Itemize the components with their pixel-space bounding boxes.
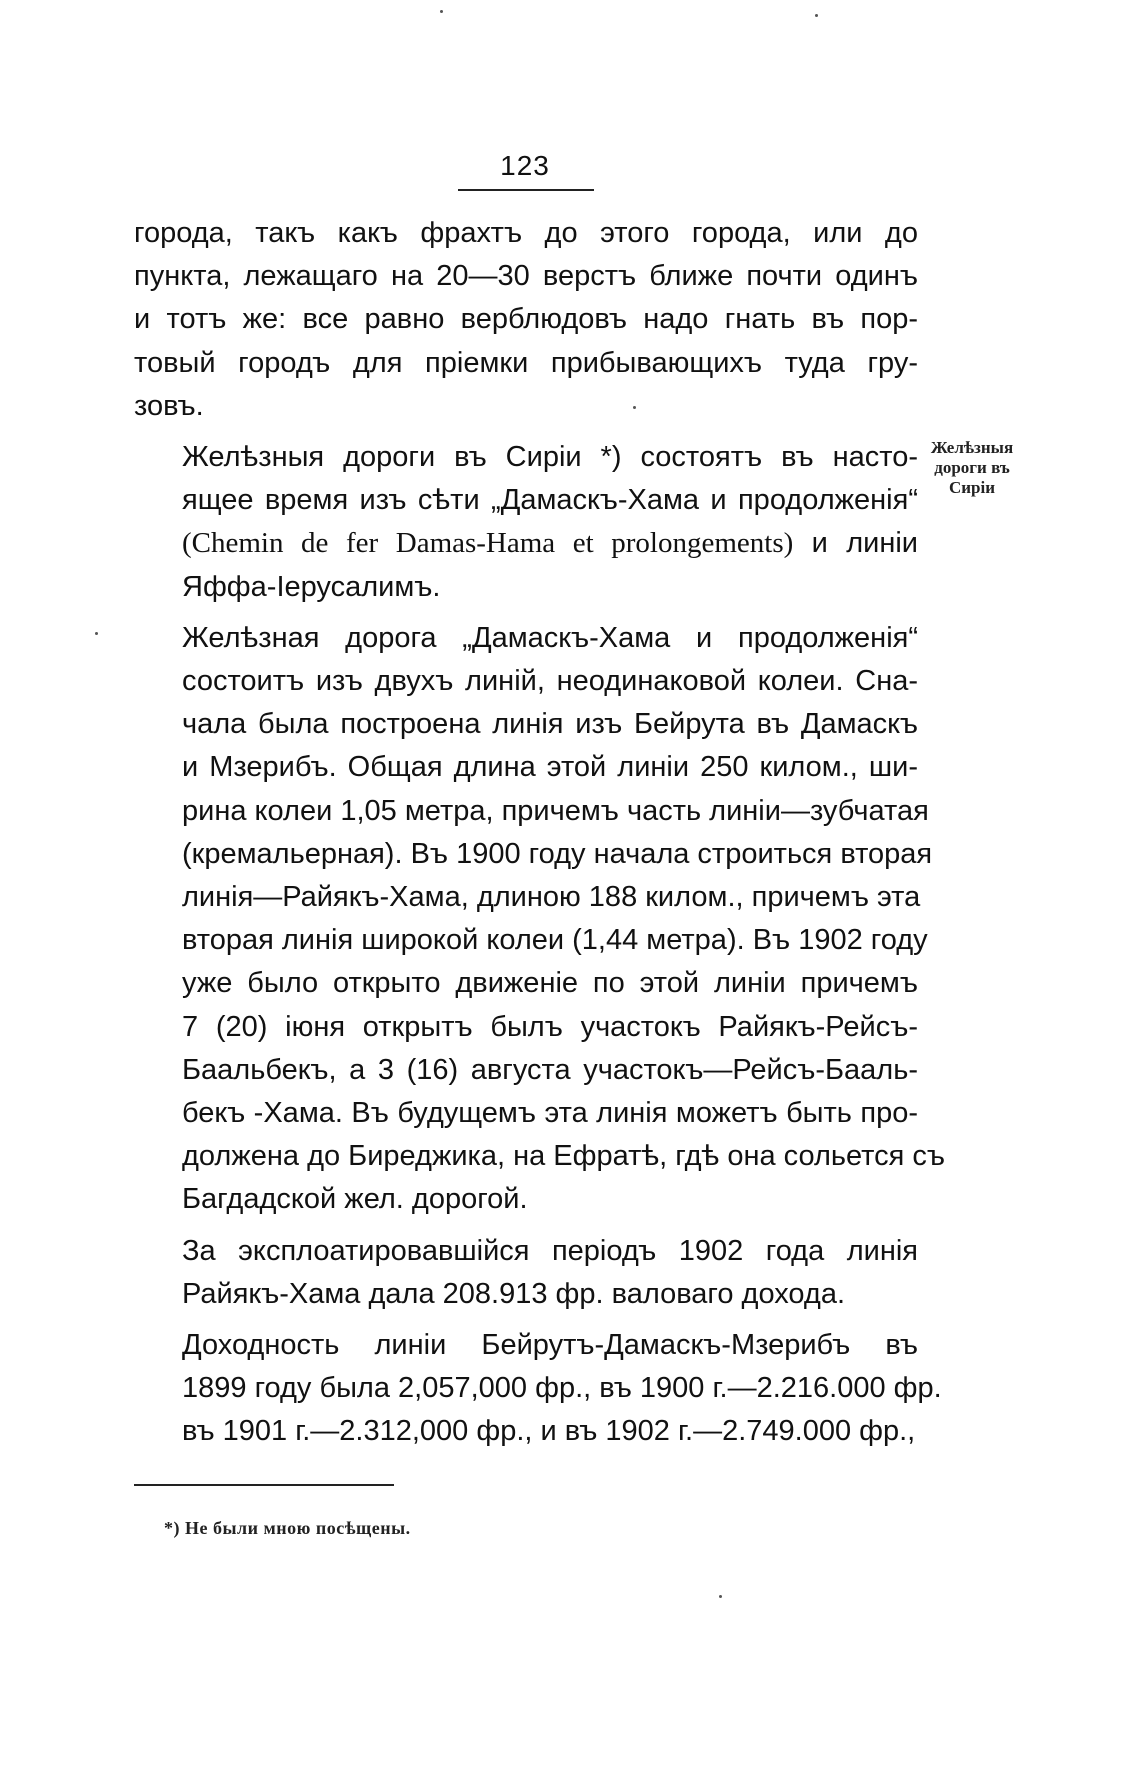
text-line: Багдадской жел. дорогой. bbox=[182, 1183, 528, 1216]
text-line: (Chemin de fer Damas-Hama et prolongements) и линіи bbox=[182, 527, 918, 560]
paragraph bbox=[134, 1230, 918, 1316]
text-line: чала была построена линія изъ Бейрута въ Дамаскъ bbox=[182, 708, 918, 741]
text-line: линія—Райякъ-Хама, длиною 188 килом., причемъ эта bbox=[182, 881, 921, 914]
text-line: Доходность линіи Бейрутъ-Дамаскъ-Мзерибъ въ bbox=[182, 1329, 918, 1362]
paragraph bbox=[134, 1324, 942, 1454]
text-line: 7 (20) іюня открытъ былъ участокъ Райякъ-Рейсъ- bbox=[182, 1010, 918, 1043]
margin-note-line: Желѣзныя bbox=[930, 438, 1014, 457]
text-line: Райякъ-Хама дала 208.913 фр. валоваго дохода. bbox=[182, 1277, 846, 1310]
text-line: Яффа-Іерусалимъ. bbox=[182, 570, 441, 603]
text-line: За эксплоатировавшійся періодъ 1902 года линія bbox=[182, 1234, 918, 1267]
text-line: въ 1901 г.—2.312,000 фр., и въ 1902 г.—2.749.000 фр., bbox=[182, 1415, 916, 1448]
text-line: города, такъ какъ фрахтъ до этого города, или до bbox=[134, 217, 918, 249]
text-line: пункта, лежащаго на 20—30 верстъ ближе почти одинъ bbox=[134, 260, 918, 293]
text-line: и Мзерибъ. Общая длина этой линіи 250 килом., ши- bbox=[182, 751, 918, 784]
text-line: зовъ. bbox=[134, 389, 204, 422]
paragraph bbox=[134, 617, 946, 1222]
paragraph bbox=[134, 212, 918, 428]
text-line: ящее время изъ сѣти „Дамаскъ-Хама и продолженія“ bbox=[182, 484, 918, 517]
text-line: (кремальерная). Въ 1900 году начала строиться вторая bbox=[182, 837, 933, 870]
footnote: *) Не были мною посѣщены. bbox=[164, 1518, 411, 1538]
text-line: состоитъ изъ двухъ линій, неодинаковой колеи. Сна- bbox=[182, 665, 918, 698]
scan-speck bbox=[440, 10, 443, 13]
text-line: уже было открыто движеніе по этой линіи причемъ bbox=[182, 967, 918, 1000]
text-line: Желѣзная дорога „Дамаскъ-Хама и продолженія“ bbox=[182, 621, 918, 654]
text-line: рина колеи 1,05 метра, причемъ часть линіи—зубчатая bbox=[182, 794, 929, 827]
paragraph bbox=[134, 436, 918, 609]
footnote-rule bbox=[134, 1484, 394, 1486]
text-line: Желѣзныя дороги въ Сиріи *) состоятъ въ насто- bbox=[182, 441, 918, 474]
scan-speck bbox=[633, 406, 636, 409]
text-line: и тотъ же: все равно верблюдовъ надо гнать въ пор- bbox=[134, 303, 918, 336]
text-line: 1899 году была 2,057,000 фр., въ 1900 г.—2.216.000 фр. bbox=[182, 1372, 942, 1405]
text-line: Баальбекъ, а 3 (16) августа участокъ—Рейсъ-Бааль- bbox=[182, 1053, 918, 1086]
text-line: бекъ -Хама. Въ будущемъ эта линія можетъ быть про- bbox=[182, 1097, 918, 1130]
scan-speck bbox=[719, 1595, 722, 1598]
text-line: товый городъ для пріемки прибывающихъ туда гру- bbox=[134, 346, 918, 379]
margin-note-line: Сиріи bbox=[948, 478, 996, 497]
margin-note-line: дороги въ bbox=[934, 458, 1010, 477]
page-number: 123 bbox=[500, 150, 550, 181]
scan-speck bbox=[815, 14, 818, 17]
scan-speck bbox=[95, 632, 98, 635]
margin-note bbox=[922, 438, 1022, 498]
body-text bbox=[134, 212, 946, 1462]
text-line: вторая линія широкой колеи (1,44 метра). Въ 1902 году bbox=[182, 924, 928, 957]
text-line: должена до Биреджика, на Ефратѣ, гдѣ она сольется съ bbox=[182, 1140, 946, 1173]
latin-phrase: (Chemin de fer Damas-Hama et prolongements) bbox=[182, 527, 794, 560]
page-number-rule bbox=[458, 189, 594, 191]
